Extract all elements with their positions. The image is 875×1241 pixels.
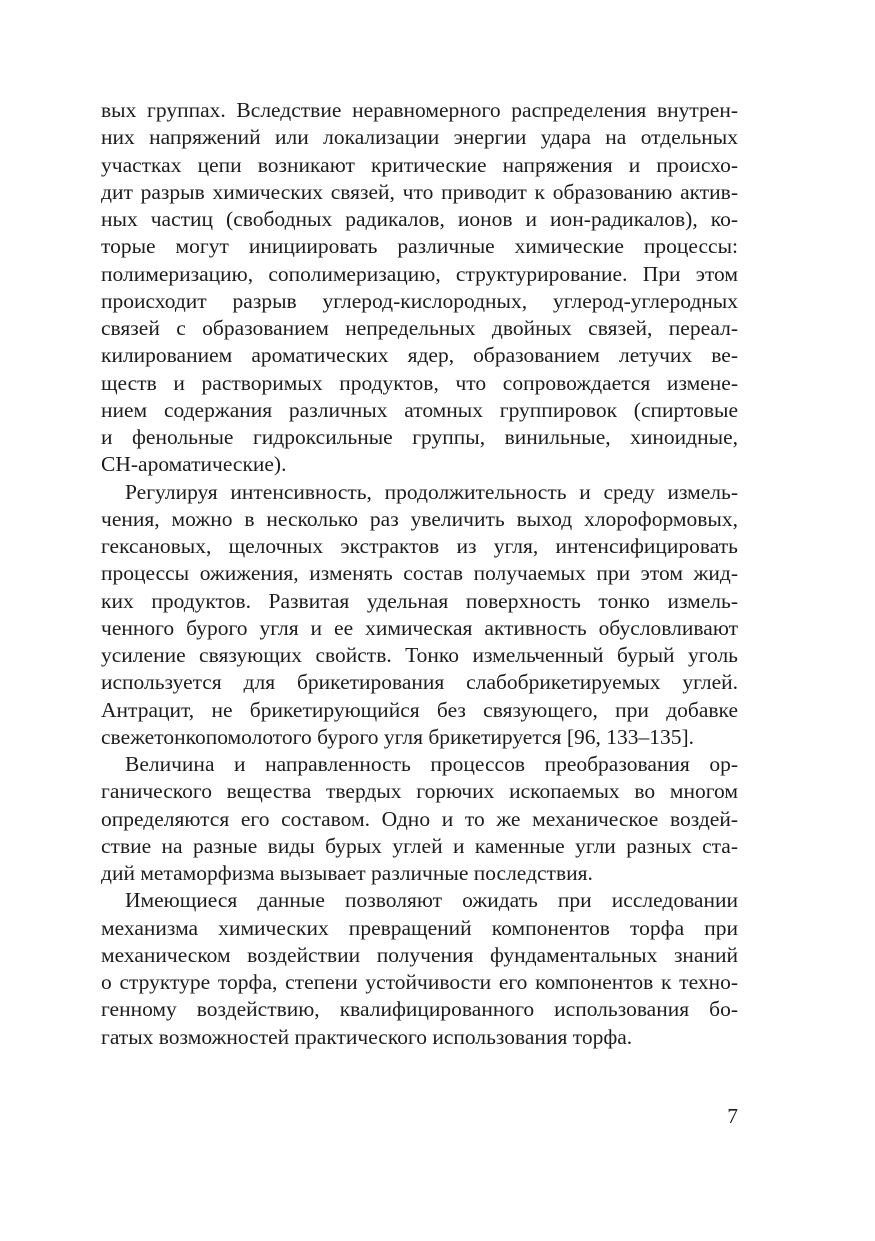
text-line: килированием ароматических ядер, образованием летучих ве- [101, 343, 738, 368]
text-line: используется для брикетирования слабобрикетируемых углей. [101, 670, 738, 695]
text-line: чения, можно в несколько раз увеличить выход хлороформовых, [101, 506, 738, 531]
text-line: Антрацит, не брикетирующийся без связующего, при добавке [101, 697, 738, 722]
text-line: ченного бурого угля и ее химическая активность обусловливают [101, 615, 738, 640]
text-line: СН-ароматические). [101, 452, 287, 477]
text-line: ществ и растворимых продуктов, что сопровождается измене- [101, 370, 738, 395]
body-text [101, 97, 738, 1051]
text-line: вых группах. Вследствие неравномерного распределения внутрен- [101, 98, 738, 122]
text-line: гатых возможностей практического использования торфа. [101, 1024, 633, 1049]
text-line: о структуре торфа, степени устойчивости его компонентов к техно- [101, 970, 738, 994]
text-line: определяются его составом. Одно и то же механическое воздей- [101, 806, 738, 831]
paragraph-4 [101, 887, 738, 1051]
text-line: и фенольные гидроксильные группы, винильные, хиноидные, [101, 425, 738, 449]
text-line: торые могут инициировать различные химические процессы: [101, 234, 738, 259]
text-line: гексановых, щелочных экстрактов из угля, интенсифицировать [101, 534, 738, 558]
paragraph-1 [101, 97, 738, 479]
text-line: процессы ожижения, изменять состав получаемых при этом жид- [101, 561, 738, 586]
text-line: них напряжений или локализации энергии удара на отдельных [101, 125, 738, 150]
text-line: связей с образованием непредельных двойных связей, переал- [101, 316, 738, 340]
text-line: свежетонкопомолотого бурого угля брикетируется [96, 133–135]. [101, 724, 695, 749]
text-line: участках цепи возникают критические напряжения и происхо- [101, 152, 738, 177]
text-line: генному воздействию, квалифицированного использования бо- [101, 997, 738, 1022]
text-line: происходит разрыв углерод-кислородных, углерод-углеродных [101, 288, 738, 313]
text-line: Регулируя интенсивность, продолжительность и среду измель- [125, 479, 738, 504]
text-line: дий метаморфизма вызывает различные последствия. [101, 861, 593, 885]
text-line: Величина и направленность процессов преобразования ор- [125, 752, 738, 776]
text-line: ствие на разные виды бурых углей и каменные угли разных ста- [101, 833, 738, 858]
text-line: Имеющиеся данные позволяют ожидать при исследовании [125, 888, 738, 913]
text-line: механизма химических превращений компонентов торфа при [101, 915, 738, 940]
text-line: дит разрыв химических связей, что приводит к образованию актив- [101, 179, 738, 204]
page-number: 7 [727, 1104, 738, 1128]
paragraph-3 [101, 751, 738, 887]
paragraph-2 [101, 479, 738, 752]
text-line: нием содержания различных атомных группировок (спиртовые [101, 397, 738, 422]
text-line: механическом воздействии получения фундаментальных знаний [101, 942, 738, 967]
text-line: ких продуктов. Развитая удельная поверхность тонко измель- [101, 588, 738, 613]
text-line: ганического вещества твердых горючих ископаемых во многом [101, 779, 738, 804]
text-line: ных частиц (свободных радикалов, ионов и ион-радикалов), ко- [101, 207, 738, 231]
text-line: полимеризацию, сополимеризацию, структурирование. При этом [101, 261, 738, 286]
text-line: усиление связующих свойств. Тонко измельченный бурый уголь [101, 643, 738, 667]
